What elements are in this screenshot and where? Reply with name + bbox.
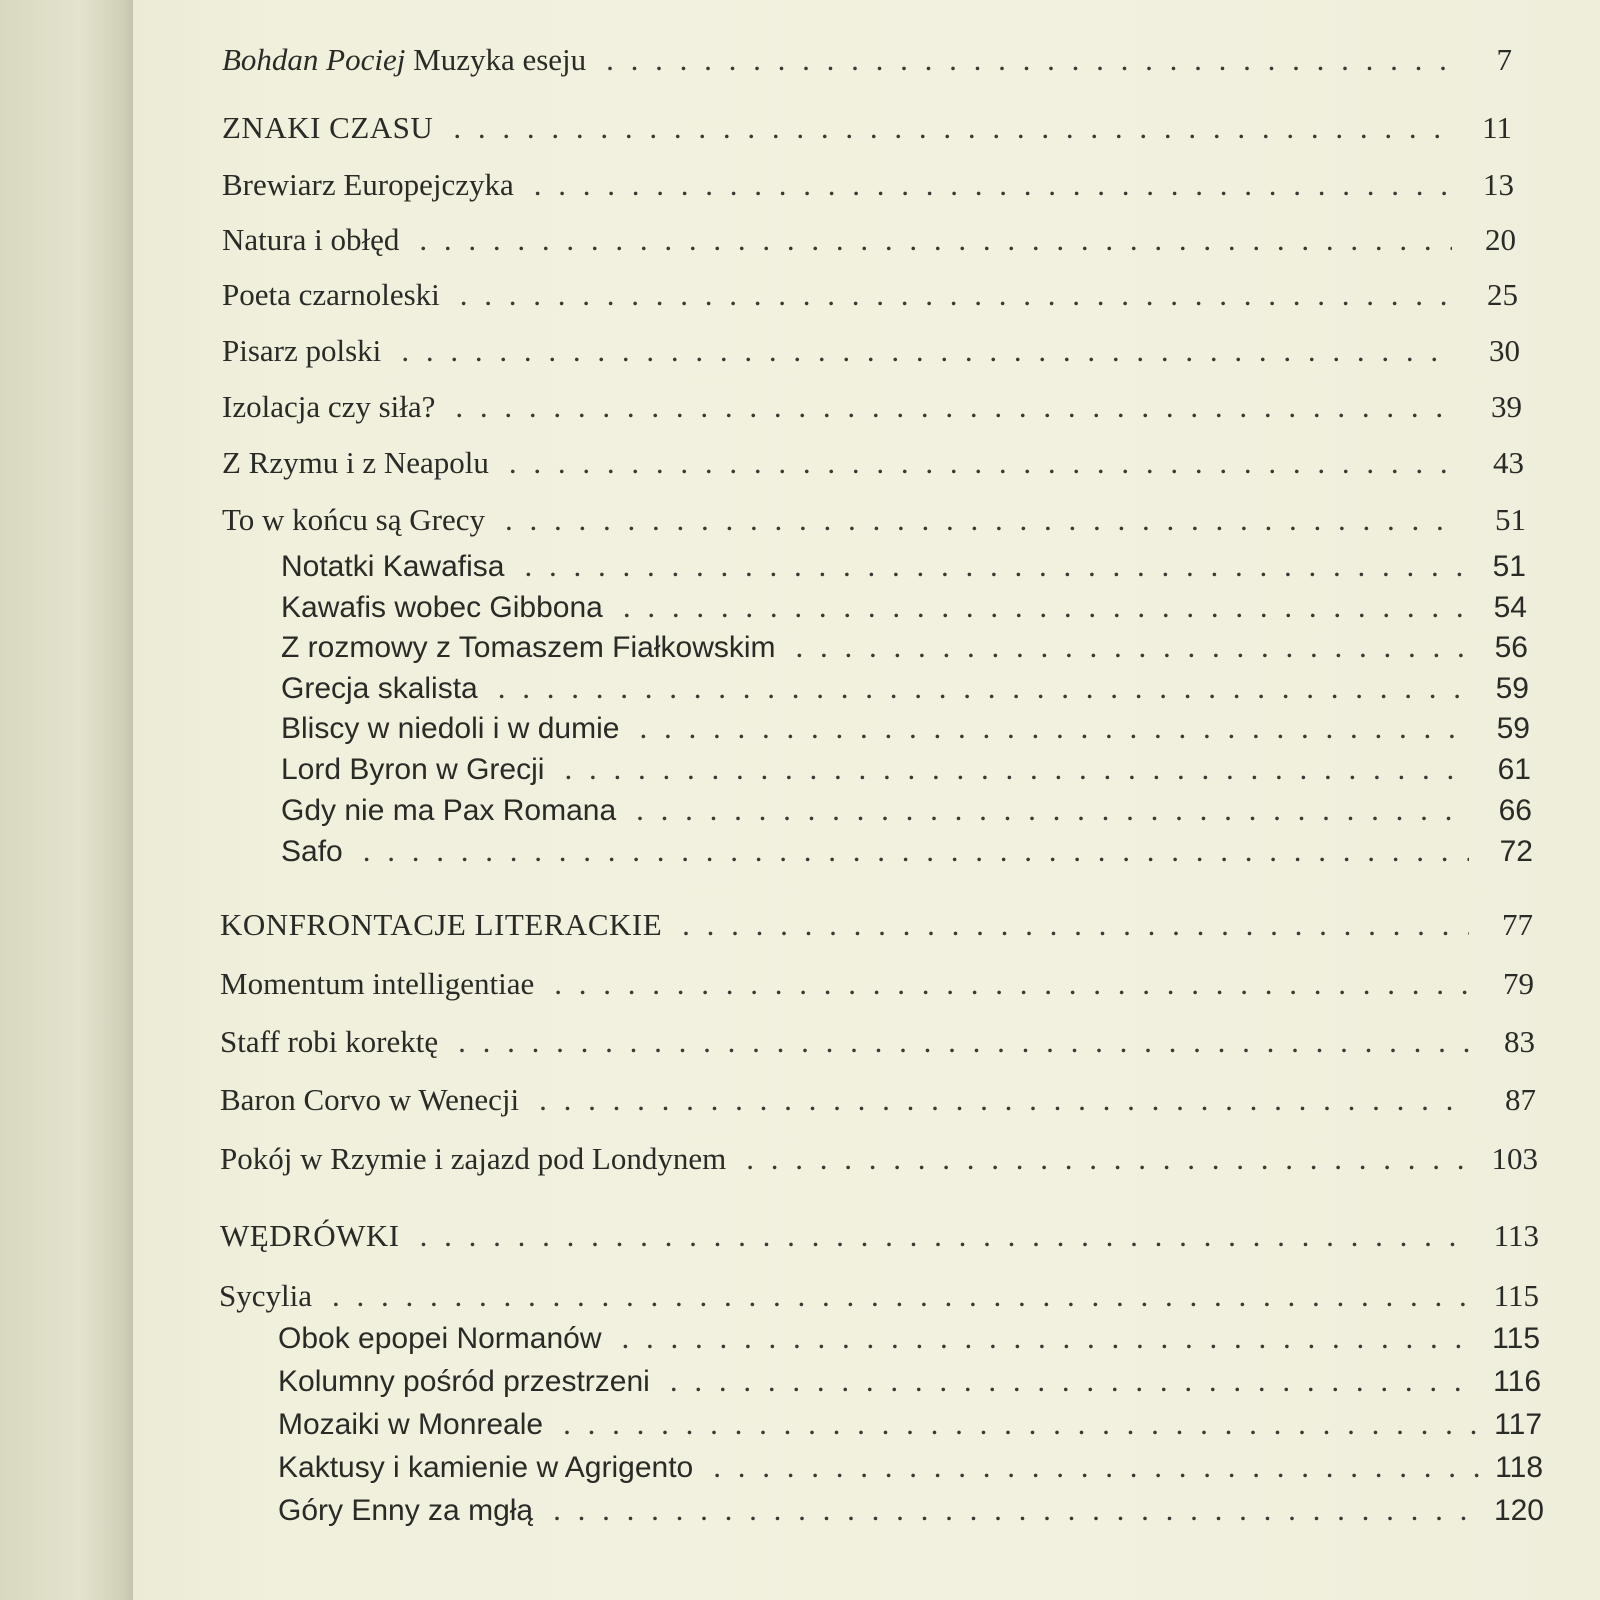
- toc-entry-page: 43: [1493, 445, 1524, 480]
- toc-entry-page: 30: [1489, 333, 1520, 368]
- toc-entry: [222, 500, 1526, 540]
- dot-leader: [363, 831, 1469, 871]
- dot-leader: [455, 387, 1458, 427]
- dot-leader: [505, 500, 1462, 540]
- toc-entry-page: 59: [1496, 712, 1530, 745]
- toc-entry-title: Baron Corvo w Wenecji: [220, 1082, 520, 1117]
- toc-entry: [220, 1022, 1535, 1062]
- toc-subentry: [281, 587, 1527, 628]
- toc-subentry: [278, 1447, 1543, 1488]
- toc-entry-page: 54: [1493, 591, 1527, 624]
- toc-entry-title: Lord Byron w Grecji: [281, 753, 545, 786]
- toc-subentry: [278, 1490, 1544, 1531]
- toc-entry-title: Momentum intelligentiae: [220, 966, 535, 1001]
- toc-entry-title: Sycylia: [219, 1278, 312, 1313]
- toc-entry-page: 61: [1497, 753, 1531, 786]
- dot-leader: [539, 1080, 1472, 1120]
- toc-subentry: [281, 627, 1528, 668]
- toc-entry-page: 56: [1494, 631, 1528, 664]
- toc-entry-title: Kaktusy i kamienie w Agrigento: [278, 1451, 694, 1484]
- toc-entry: [220, 964, 1534, 1004]
- toc-entry-author: Bohdan Pociej: [222, 42, 406, 77]
- dot-leader: [670, 1361, 1477, 1401]
- toc-entry-page: 83: [1504, 1024, 1535, 1059]
- toc-entry-page: 25: [1487, 277, 1518, 312]
- toc-entry-title: ZNAKI CZASU: [222, 110, 434, 145]
- toc-entry-page: 79: [1503, 966, 1534, 1001]
- dot-leader: [332, 1276, 1475, 1316]
- toc-entry: [222, 220, 1516, 260]
- toc-entry: [222, 275, 1518, 315]
- toc-section-heading: [220, 1216, 1539, 1256]
- dot-leader: [509, 443, 1460, 483]
- dot-leader: [639, 708, 1466, 748]
- dot-leader: [453, 108, 1448, 148]
- toc-entry-page: 103: [1491, 1141, 1538, 1176]
- toc-entry-title: Staff robi korektę: [220, 1024, 439, 1059]
- toc-entry: [222, 331, 1520, 371]
- toc-entry-page: 51: [1495, 502, 1526, 537]
- toc-entry: [222, 443, 1524, 483]
- dot-leader: [524, 546, 1462, 586]
- dot-leader: [746, 1139, 1474, 1179]
- toc-subentry: [278, 1318, 1540, 1359]
- toc-entry-title: Poeta czarnoleski: [222, 277, 440, 312]
- toc-entry-page: 118: [1495, 1451, 1543, 1484]
- toc-entry-page: 113: [1493, 1218, 1539, 1253]
- toc-entry-page: 7: [1496, 42, 1512, 77]
- toc-subentry: [281, 790, 1532, 831]
- dot-leader: [564, 749, 1467, 789]
- toc-entry-page: 20: [1485, 222, 1516, 257]
- toc-entry-title: Brewiarz Europejczyka: [222, 167, 514, 202]
- dot-leader: [713, 1447, 1479, 1487]
- dot-leader: [796, 627, 1464, 667]
- dot-leader: [419, 220, 1452, 260]
- toc-entry-title: Pokój w Rzymie i zajazd pod Londynem: [220, 1141, 727, 1176]
- toc-entry-intro: [222, 40, 1512, 80]
- dot-leader: [534, 165, 1450, 205]
- toc-entry-title: Góry Enny za mgłą: [278, 1494, 534, 1527]
- toc-entry-title: Bliscy w niedoli i w dumie: [281, 712, 620, 745]
- toc-entry: [220, 1080, 1536, 1120]
- dot-leader: [401, 331, 1456, 371]
- toc-entry-title: To w końcu są Grecy: [222, 502, 485, 537]
- toc-entry-page: 39: [1491, 389, 1522, 424]
- toc-entry: [219, 1276, 1539, 1316]
- toc-entry-page: 116: [1493, 1365, 1541, 1398]
- dot-leader: [460, 275, 1454, 315]
- toc-entry-title: Grecja skalista: [281, 672, 478, 705]
- toc-subentry: [278, 1361, 1541, 1402]
- toc-subentry: [281, 831, 1533, 872]
- toc-entry-title: WĘDRÓWKI: [220, 1218, 400, 1253]
- dot-leader: [498, 668, 1465, 708]
- toc-entry-title: Obok epopei Normanów: [278, 1322, 602, 1355]
- toc-subentry: [278, 1404, 1542, 1445]
- toc-subentry: [281, 708, 1530, 749]
- toc-entry-title: Z Rzymu i z Neapolu: [222, 445, 489, 480]
- toc-entry-page: 51: [1492, 550, 1526, 583]
- toc-entry-page: 59: [1495, 672, 1529, 705]
- dot-leader: [623, 587, 1463, 627]
- toc-entry-title: Gdy nie ma Pax Romana: [281, 794, 617, 827]
- toc-entry-title: Izolacja czy siła?: [222, 389, 436, 424]
- toc-entry-title: Bohdan Pociej Muzyka eseju: [222, 42, 587, 77]
- toc-entry-page: 115: [1492, 1322, 1540, 1355]
- toc-section-heading: [220, 905, 1533, 945]
- toc-entry-title: Natura i obłęd: [222, 222, 400, 257]
- toc-entry-title: Pisarz polski: [222, 333, 382, 368]
- toc-entry-title: Kolumny pośród przestrzeni: [278, 1365, 650, 1398]
- toc-entry-title: Notatki Kawafisa: [281, 550, 505, 583]
- dot-leader: [622, 1318, 1476, 1358]
- toc-entry-page: 13: [1483, 167, 1514, 202]
- toc-entry: [222, 165, 1514, 205]
- dot-leader: [458, 1022, 1471, 1062]
- toc-entry-title: Safo: [281, 835, 343, 868]
- toc-entry-page: 72: [1499, 835, 1533, 868]
- dot-leader: [563, 1404, 1478, 1444]
- toc-entry-page: 87: [1505, 1082, 1536, 1117]
- toc-entry-page: 66: [1498, 794, 1532, 827]
- toc-entry: [222, 387, 1522, 427]
- toc-entry-page: 115: [1493, 1278, 1539, 1313]
- dot-leader: [553, 1490, 1480, 1530]
- toc-entry-page: 117: [1494, 1408, 1542, 1441]
- toc-entry-page: 11: [1482, 110, 1512, 145]
- dot-leader: [636, 790, 1468, 830]
- toc-entry-title: Mozaiki w Monreale: [278, 1408, 544, 1441]
- toc-entry-title: Kawafis wobec Gibbona: [281, 591, 603, 624]
- toc-subentry: [281, 668, 1529, 709]
- toc-subentry: [281, 546, 1526, 587]
- toc-entry: [220, 1139, 1538, 1179]
- dot-leader: [554, 964, 1470, 1004]
- toc-entry-title: KONFRONTACJE LITERACKIE: [220, 907, 663, 942]
- dot-leader: [606, 40, 1448, 80]
- dot-leader: [420, 1216, 1475, 1256]
- toc-entry-title: Z rozmowy z Tomaszem Fiałkowskim: [281, 631, 776, 664]
- dot-leader: [682, 905, 1469, 945]
- toc-entry-page: 120: [1493, 1494, 1544, 1527]
- toc-entry-page: 77: [1502, 907, 1533, 942]
- toc-subentry: [281, 749, 1531, 790]
- toc-section-heading: [222, 108, 1512, 148]
